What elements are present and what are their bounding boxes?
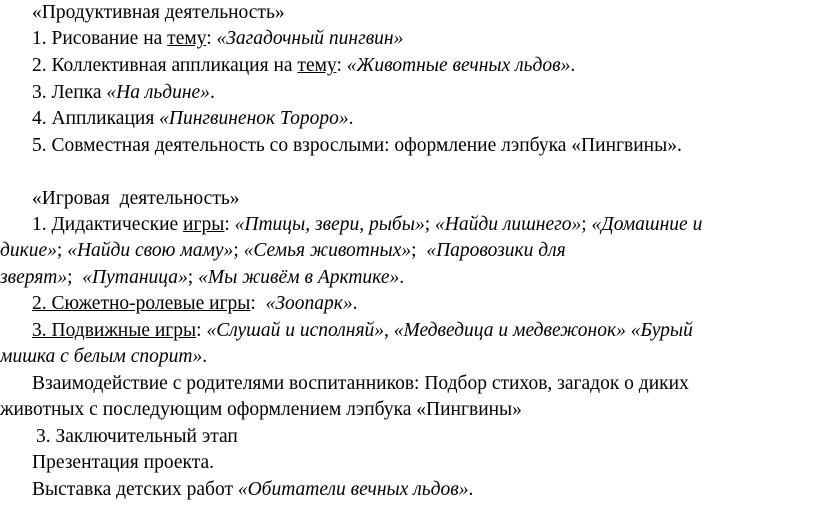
game-title: «Бурый — [630, 320, 693, 341]
item-text: 2. Коллективная аппликация на — [32, 55, 298, 76]
game-title: «Найди свою маму» — [67, 240, 234, 261]
game-heading: «Игровая деятельность» — [32, 188, 240, 209]
topic-link: тему — [167, 28, 207, 49]
parents-line-2: животных с последующим оформлением лэпбука «Пингвины» — [0, 399, 522, 420]
parents-line-1: Взаимодействие с родителями воспитанников: Подбор стихов, загадок о диких — [32, 373, 689, 394]
game-title: «Найди лишнего» — [435, 214, 582, 235]
game-title: «Слушай и исполняй» — [206, 320, 385, 341]
presentation-line: Презентация проекта. — [32, 452, 214, 473]
productive-item-3 — [32, 80, 215, 106]
game-item-3-line-2: мишка с белым спорит». — [0, 346, 208, 367]
game-title: мишка с белым спорит» — [0, 346, 203, 367]
item-separator: : — [336, 55, 347, 76]
productive-item-2 — [32, 53, 575, 79]
games-link: игры — [183, 214, 225, 235]
game-title: «Птицы, звери, рыбы» — [234, 214, 425, 235]
item-suffix: . — [468, 479, 474, 500]
productive-item-5: 5. Совместная деятельность со взрослыми: оформление лэпбука «Пингвины». — [32, 135, 682, 156]
game-title: зверят» — [0, 267, 68, 288]
game-title: «Медведица и медвежонок» — [393, 320, 626, 341]
game-title: «Мы живём в Арктике» — [198, 267, 400, 288]
game-title: «Паровозики для — [426, 240, 566, 261]
game-title: «Семья животных» — [243, 240, 412, 261]
item-suffix: . — [209, 82, 215, 103]
item-suffix: . — [570, 55, 576, 76]
item-text: Выставка детских работ — [32, 479, 238, 500]
item-title: «На льдине» — [106, 82, 210, 103]
game-title: «Домашние и — [591, 214, 703, 235]
item-text: 3. Лепка — [32, 82, 107, 103]
game-title: «Зоопарк» — [265, 293, 353, 314]
exhibition-line — [32, 477, 473, 503]
game-title: дикие» — [0, 240, 57, 261]
item-text: 1. Рисование на — [32, 28, 168, 49]
item-text: 1. Дидактические — [32, 214, 184, 235]
game-item-3-line-1: 3. Подвижные игры: «Слушай и исполняй», «Медведица и медвежонок» «Бурый — [32, 320, 693, 341]
item-title: «Пингвиненок Тороро» — [159, 108, 349, 129]
item-separator: : — [224, 214, 235, 235]
game-item-2: 2. Сюжетно-ролевые игры: «Зоопарк». — [32, 293, 358, 314]
item-text: 4. Аппликация — [32, 108, 160, 129]
exhibition-title: «Обитатели вечных льдов» — [237, 479, 469, 500]
active-games-link: 3. Подвижные игры — [32, 320, 197, 341]
topic-link: тему — [297, 55, 337, 76]
game-title: «Путаница» — [82, 267, 188, 288]
role-games-link: 2. Сюжетно-ролевые игры — [32, 293, 251, 314]
item-suffix: . — [348, 108, 354, 129]
final-stage-heading: 3. Заключительный этап — [36, 426, 238, 447]
game-item-1-line-3: зверят»; «Путаница»; «Мы живём в Арктике». — [0, 267, 405, 288]
game-item-1-line-1: 1. Дидактические игры: «Птицы, звери, рыбы»; «Найди лишнего»; «Домашние и — [32, 214, 703, 235]
productive-item-1 — [32, 26, 403, 52]
productive-heading: «Продуктивная деятельность» — [32, 2, 285, 23]
item-title: «Животные вечных льдов» — [346, 55, 571, 76]
item-title: «Загадочный пингвин» — [216, 28, 404, 49]
productive-item-4 — [32, 106, 354, 132]
item-separator: : — [206, 28, 217, 49]
game-item-1-line-2: дикие»; «Найди свою маму»; «Семья животных»; «Паровозики для — [0, 240, 566, 261]
